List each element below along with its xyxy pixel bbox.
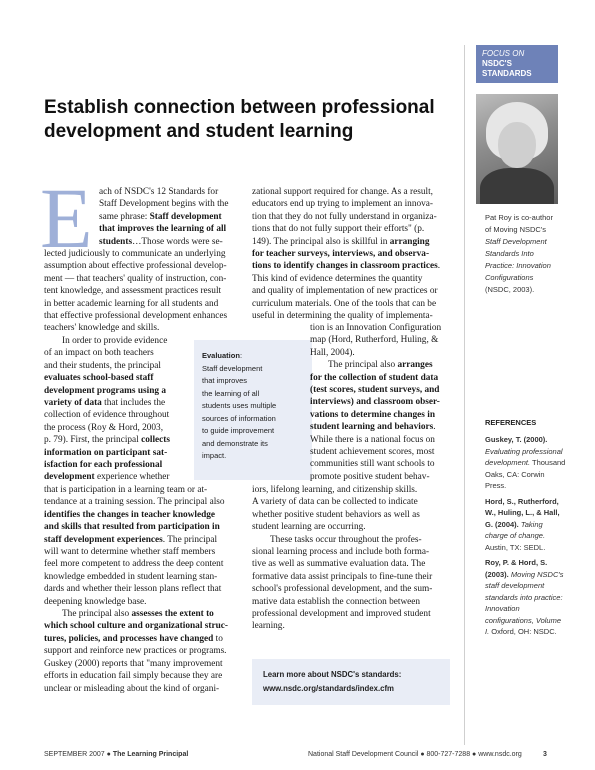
column2-para1: zational support required for change. As a result, educators end up trying to implement an innova- tion that they do not fully understand in organiza- tions that do not fully support their efforts" (p. 149). The principal also is skillful in arranging for teacher surveys, interviews, and observa- tions to identify changes in classroom practices. This kind of evidence determines the quantity and quality of implementation of new practices or curriculum materials. One of the tools that can be useful in determining the quality of implementa- — [252, 187, 441, 322]
reference-item: Hord, S., Rutherford, W., Huling, L., & Hall, G. (2004). Taking charge of change. Austin, TX: SEDL. — [485, 496, 560, 552]
focus-title-line2: STANDARDS — [482, 69, 532, 78]
author-caption: Pat Roy is co-author of Moving NSDC's Staff Development Standards Into Practice: Innovation Configurations (NSDC, 2003). — [485, 213, 553, 294]
author-photo — [476, 94, 558, 204]
column1-para1: lected judiciously to communicate an underlying assumption about effective professional develop- ment — that teachers' quality of instruction, con- tent knowledge, and assessment practices result in better academic learning for all students and that effective professional development enhances teachers' knowledge and skills. — [44, 249, 228, 334]
pullout-box: Evaluation: Staff development that improves the learning of all students uses multiple sources of information to guide improvement and demonstrate its impact. — [194, 340, 312, 480]
focus-badge — [476, 45, 558, 83]
references-heading: REFERENCES — [485, 418, 537, 427]
reference-item: Guskey, T. (2000). Evaluating professional development. Thousand Oaks, CA: Corwin Press. — [485, 435, 566, 490]
drop-cap: E — [40, 170, 93, 266]
column2-para2: tion is an Innovation Configuration map (Hord, Rutherford, Huling, & Hall, 2004). The principal also arranges for the collection of student data (test scores, student surveys, and interviews) and classroom obser- vations to determine changes in student learning and behaviors. While there is a national focus on student achievement scores, most communities still want schools to promote positive student behav- — [310, 323, 442, 482]
learn-more-link[interactable]: www.nsdc.org/standards/index.cfm — [263, 684, 394, 693]
footer-right: National Staff Development Council ● 800-727-7288 ● www.nsdc.org — [308, 751, 522, 758]
learn-more-text: Learn more about NSDC's standards: — [263, 670, 402, 679]
column1-para2-cont: that is participation in a learning team or at- tendance at a training session. The principal also identifies the changes in teacher knowledge and skills that resulted from participation in staff development experiences. The principal will want to determine whether staff members feel more competent to address the deep content knowledge embedded in student learning stan- dards and whether their lesson plans reflect that deepening knowledge base. The principal also assesses the extent to which school culture and organizational struc- tures, policies, and processes have changed to support and reinforce new practices or programs. Guskey (2000) reports that "many improvement efforts in education fail simply because they are unclear or misleading about the kind of organi- — [44, 485, 228, 694]
page-number: 3 — [543, 751, 547, 758]
column1-lead: ach of NSDC's 12 Standards for Staff Development begins with the same phrase: Staff development that improves the learning of all students…Those words were se- — [99, 187, 229, 247]
focus-title-line1: NSDC'S — [482, 59, 512, 68]
focus-label: FOCUS ON — [482, 49, 525, 58]
references-list — [485, 434, 567, 642]
learn-more-box — [252, 659, 450, 705]
column1-para2: In order to provide evidence of an impact on both teachers and their students, the principal evaluates school-based staff development programs using a variety of data that includes the collection of evidence throughout the process (Roy & Hord, 2003, p. 79). First, the principal collects information on participant sat- isfaction for each professional development experience whether — [44, 336, 171, 483]
column2-para2-cont: iors, lifelong learning, and citizenship skills. A variety of data can be collected to indicate whether positive student behaviors as well as student learning are occurring. These tasks occur throughout the profes- sional learning process and include both forma- tive as well as summative evaluation data. The formative data assist principals to fine-tune their school's professional development, and the sum- mative data establish the connection between professional development and improved student learning. — [252, 485, 433, 632]
reference-item: Roy, P. & Hord, S. (2003). Moving NSDC's staff development standards into practice: Innovation configurations, Volume I. Oxford, OH: NSDC. — [485, 558, 564, 636]
footer-left: SEPTEMBER 2007 ● The Learning Principal — [44, 751, 189, 758]
article-title: Establish connection between professional development and student learning — [44, 97, 435, 142]
sidebar-divider — [464, 45, 465, 745]
